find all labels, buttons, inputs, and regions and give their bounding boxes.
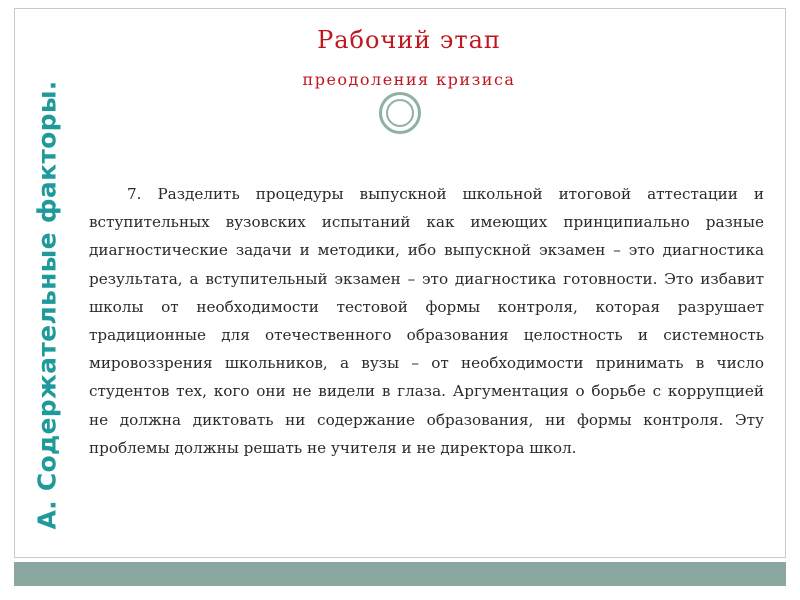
- decorative-circle-icon: [379, 92, 421, 134]
- side-title: А. Содержательные факторы.: [32, 80, 62, 530]
- slide-title: Рабочий этап: [317, 26, 501, 54]
- bottom-accent-bar: [14, 562, 786, 586]
- slide-subtitle: преодоления кризиса: [302, 70, 516, 89]
- body-paragraph: 7. Разделить процедуры выпускной школьной итоговой аттестации и вступительных вузовских испытаний как имеющих принципиально разные диагностические задачи и методики, ибо выпускной экзамен – это диагностика результата, а вступительный экзамен – это диагностика готовности. Это избавит школы от необходимости тестовой формы контроля, которая разрушает традиционные для отечественного образования целостность и системность мировоззрения школьников, а вузы – от необходимости принимать в число студентов тех, кого они не видели в глаза. Аргументация о борьбе с коррупцией не должна диктовать ни содержание образования, ни формы контроля. Эту проблемы должны решать не учителя и не директора школ.: [89, 185, 764, 457]
